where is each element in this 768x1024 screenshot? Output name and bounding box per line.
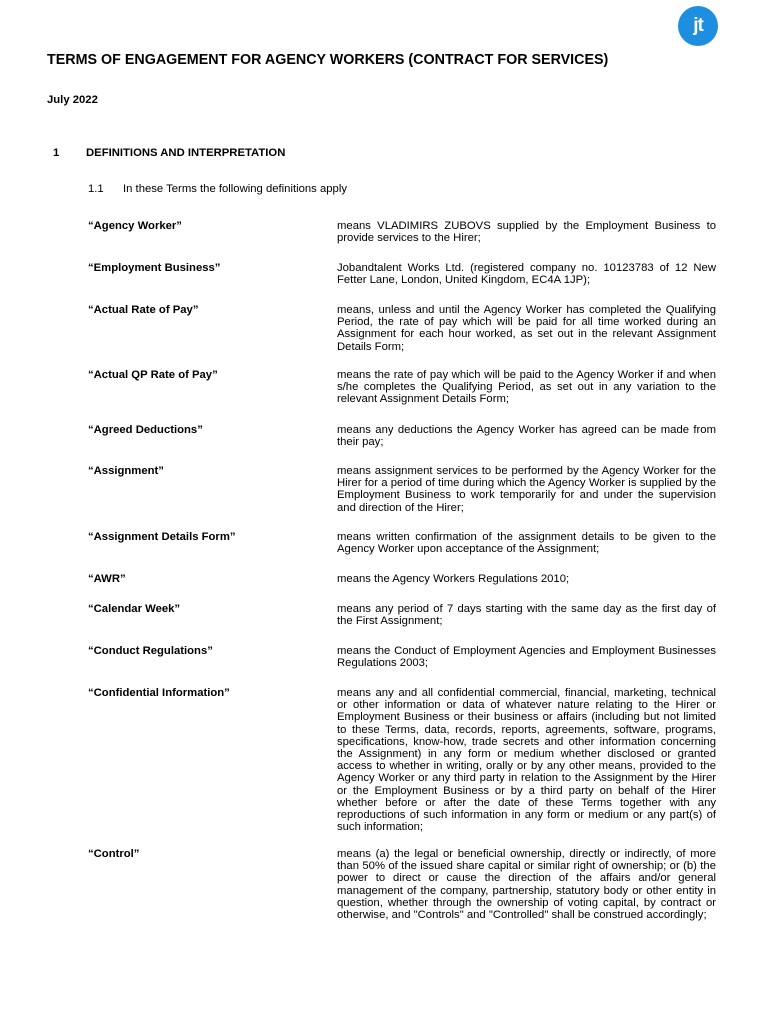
definition-text-actual-qp-rate-of-pay: means the rate of pay which will be paid to the Agency Worker if and when s/he completes the Qualifying Period, as set out in any variation to the relevant Assignment Details Form; [337, 369, 716, 406]
definition-term-assignment-details-form: “Assignment Details Form” [88, 531, 236, 543]
definition-term-control: “Control” [88, 848, 140, 860]
clause-number: 1.1 [88, 183, 104, 195]
definition-term-awr: “AWR” [88, 573, 126, 585]
definition-term-actual-rate-of-pay: “Actual Rate of Pay” [88, 304, 199, 316]
definition-text-agreed-deductions: means any deductions the Agency Worker has agreed can be made from their pay; [337, 424, 716, 449]
definition-term-confidential-information: “Confidential Information” [88, 687, 230, 699]
clause-text: In these Terms the following definitions apply [123, 183, 347, 195]
definition-text-control: means (a) the legal or beneficial ownership, directly or indirectly, of more than 50% of the issued share capital or similar right of ownership; or (b) the power to direct or cause the direction of the affairs and/or general management of the company, partnership, statutory body or other entity in question, whether through the ownership of voting capital, by contract or otherwise, and "Controls" and "Controlled" shall be construed accordingly; [337, 848, 716, 922]
section-number: 1 [53, 147, 60, 159]
definition-text-actual-rate-of-pay: means, unless and until the Agency Worker has completed the Qualifying Period, the rate of pay which will be paid for all time worked during an Assignment for each hour worked, as set out in the relevant Assignment Details Form; [337, 304, 716, 353]
definition-term-agreed-deductions: “Agreed Deductions” [88, 424, 203, 436]
definition-text-confidential-information: means any and all confidential commercial, financial, marketing, technical or other information or data of whatever nature relating to the Hirer or Employment Business or their business or affairs (including but not limited to these Terms, data, records, reports, agreements, software, programs, specifications, know-how, trade secrets and other information concerning the Assignment) in any form or medium whether disclosed or granted access to whether in writing, orally or by any other means, provided to the Agency Worker or any third party in relation to the Assignment by the Hirer or the Employment Business or by a third party on behalf of the Hirer whether before or after the date of these Terms together with any reproductions of such information in any form or medium or any part(s) of such information; [337, 687, 716, 834]
definition-text-agency-worker: means VLADIMIRS ZUBOVS supplied by the Employment Business to provide services to the Hirer; [337, 220, 716, 245]
definition-term-employment-business: “Employment Business” [88, 262, 221, 274]
section-title: DEFINITIONS AND INTERPRETATION [86, 147, 286, 159]
definition-text-employment-business: Jobandtalent Works Ltd. (registered company no. 10123783 of 12 New Fetter Lane, London, United Kingdom, EC4A 1JP); [337, 262, 716, 287]
definition-term-calendar-week: “Calendar Week” [88, 603, 181, 615]
definition-text-assignment: means assignment services to be performed by the Agency Worker for the Hirer for a period of time during which the Agency Worker is supplied by the Employment Business to work temporarily for and under the supervision and direction of the Hirer; [337, 465, 716, 514]
definition-term-actual-qp-rate-of-pay: “Actual QP Rate of Pay” [88, 369, 218, 381]
definition-text-conduct-regulations: means the Conduct of Employment Agencies and Employment Businesses Regulations 2003; [337, 645, 716, 670]
definition-text-awr: means the Agency Workers Regulations 2010; [337, 573, 570, 585]
definition-text-calendar-week: means any period of 7 days starting with the same day as the first day of the First Assignment; [337, 603, 716, 628]
definition-text-assignment-details-form: means written confirmation of the assignment details to be given to the Agency Worker upon acceptance of the Assignment; [337, 531, 716, 556]
definition-term-assignment: “Assignment” [88, 465, 164, 477]
jobandtalent-logo [678, 6, 718, 46]
definition-term-agency-worker: “Agency Worker” [88, 220, 182, 232]
definition-term-conduct-regulations: “Conduct Regulations” [88, 645, 213, 657]
document-date: July 2022 [47, 94, 98, 106]
document-title: TERMS OF ENGAGEMENT FOR AGENCY WORKERS (CONTRACT FOR SERVICES) [47, 52, 609, 68]
logo-text: jt [693, 15, 703, 36]
